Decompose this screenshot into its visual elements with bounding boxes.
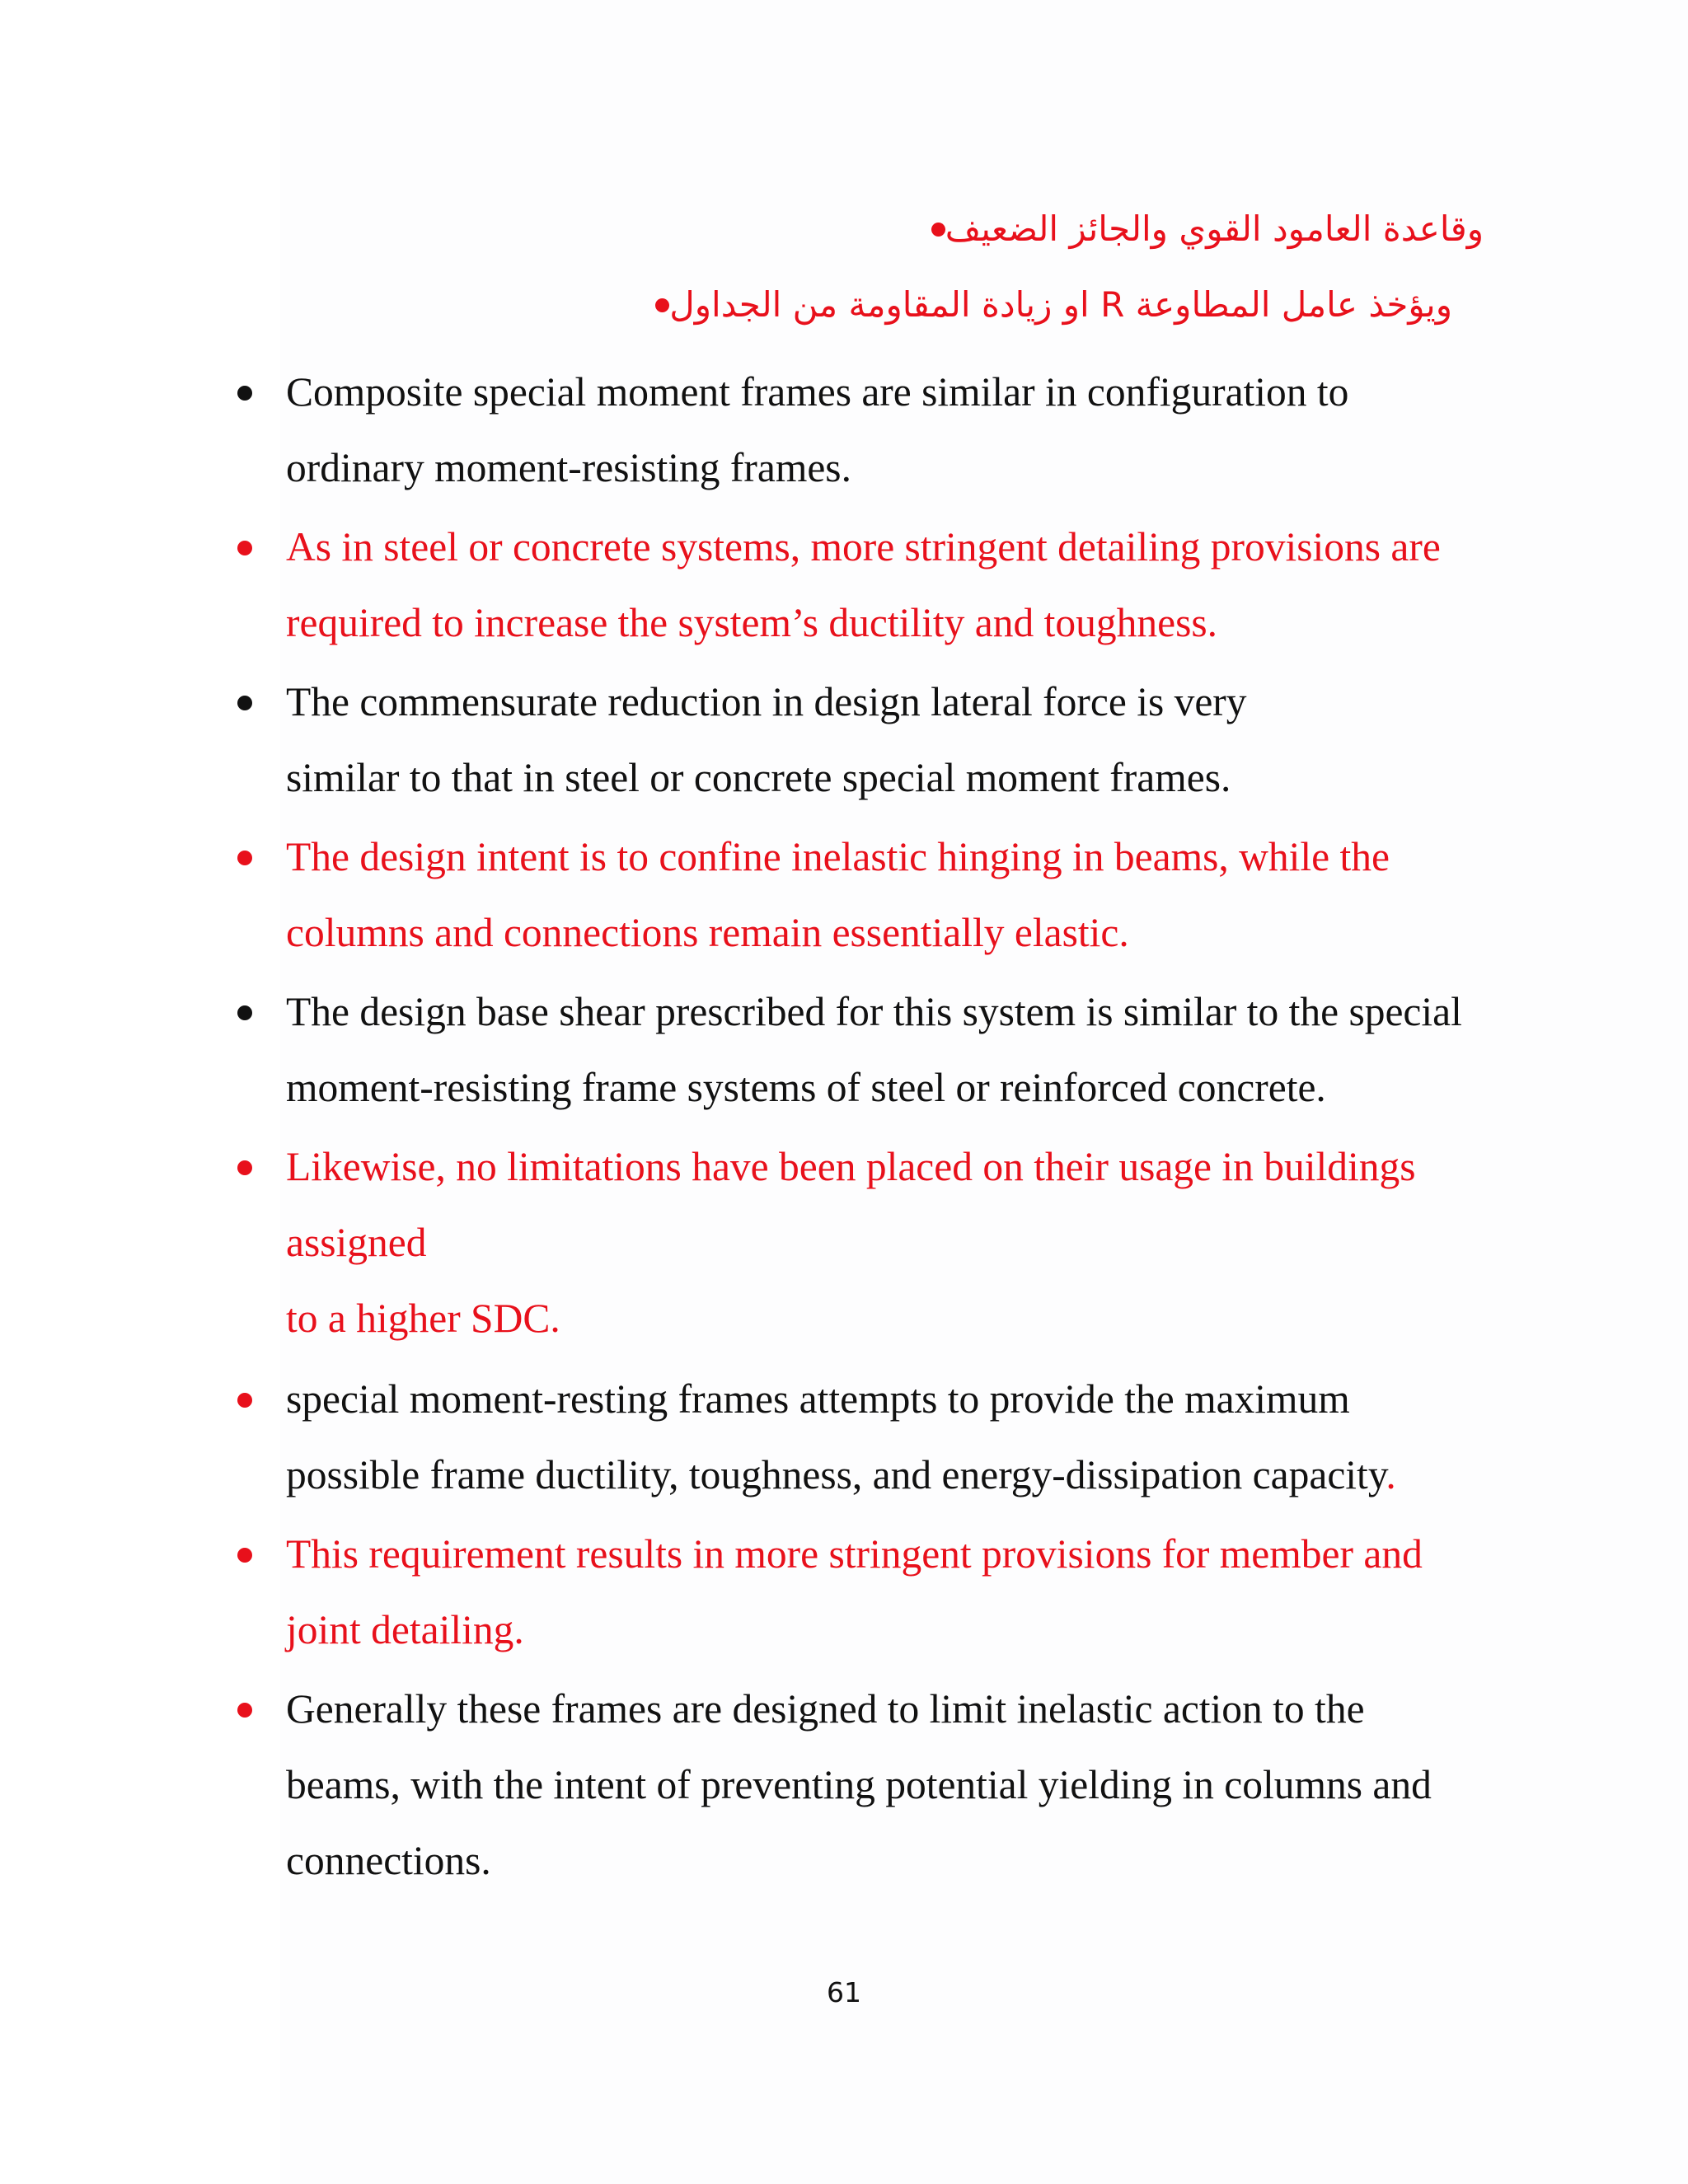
list-item-text: This requirement results in more stringent provisions for member and joint detailing. — [286, 1531, 1423, 1652]
bullet-dot-icon — [237, 1703, 252, 1718]
list-item-text: Composite special moment frames are similar in configuration to ordinary moment-resisting frames. — [286, 369, 1349, 490]
bullet-dot-icon — [655, 298, 669, 312]
bullet-dot-icon — [237, 851, 252, 865]
bullet-dot-icon — [237, 386, 252, 401]
bullet-dot-icon — [237, 541, 252, 555]
list-item-text: The design base shear prescribed for this system is similar to the special moment-resisting frame systems of steel or reinforced concrete. — [286, 989, 1462, 1110]
list-item-body: special moment-resting frames attempts to provide the maximum possible frame ductility, toughness, and energy-dissipation capacity — [286, 1376, 1386, 1497]
arabic-bullet-1 — [913, 204, 1484, 254]
page-number: 61 — [827, 1976, 861, 2008]
list-item-text: The commensurate reduction in design lateral force is very similar to that in steel or concrete special moment frames. — [286, 679, 1247, 800]
list-item-text: The design intent is to confine inelastic hinging in beams, while the columns and connections remain essentially elastic. — [286, 834, 1390, 955]
bullet-dot-icon — [237, 696, 252, 710]
list-item-text — [286, 1361, 1588, 1513]
bullet-dot-icon — [931, 223, 945, 237]
bullet-dot-icon — [237, 1393, 252, 1408]
list-item-text: As in steel or concrete systems, more stringent detailing provisions are required to increase the system’s ductility and toughness. — [286, 524, 1441, 645]
bullet-dot-icon — [237, 1005, 252, 1020]
list-item-text: Likewise, no limitations have been placed on their usage in buildings assigned to a higher SDC. — [286, 1144, 1416, 1341]
arabic-bullet-text: وقاعدة العامود القوي والجائز الضعيف — [945, 209, 1484, 249]
arabic-bullet-2 — [606, 280, 1452, 330]
bullet-dot-icon — [237, 1160, 252, 1175]
list-item-text: Generally these frames are designed to limit inelastic action to the beams, with the intent of preventing potential yielding in columns and connections. — [286, 1686, 1432, 1883]
arabic-bullet-text: ويؤخذ عامل المطاوعة R او زيادة المقاومة من الجداول — [669, 284, 1452, 325]
bullet-dot-icon — [237, 1548, 252, 1563]
list-item-tail: . — [1386, 1452, 1396, 1497]
